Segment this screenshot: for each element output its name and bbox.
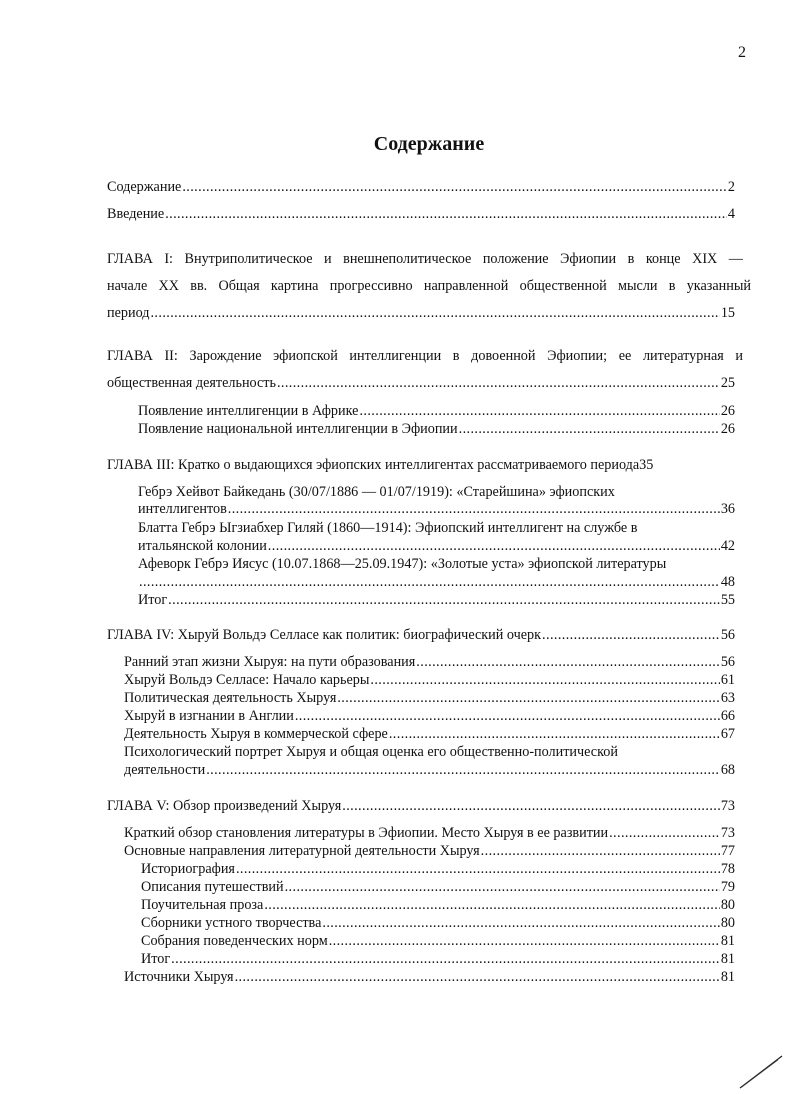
- leader-dots: [182, 179, 727, 196]
- toc-entry-page: 42: [720, 538, 735, 554]
- toc-entry-label: ГЛАВА III: Кратко о выдающихся эфиопских интеллигентах рассматриваемого периода: [107, 457, 640, 473]
- leader-dots: [139, 574, 720, 591]
- section-3-2-line-1: Блатта Гебрэ Ыгзиабхер Гиляй (1860—1914): Эфиопский интеллигент на службе в: [138, 520, 638, 536]
- toc-entry-section-4-3[interactable]: [124, 690, 735, 707]
- toc-entry-label: Политическая деятельность Хыруя: [124, 690, 337, 706]
- toc-entry-label: Описания путешествий: [141, 879, 284, 895]
- leader-dots: [228, 501, 720, 518]
- toc-entry-label: Содержание: [107, 179, 182, 195]
- leader-dots: [150, 305, 719, 322]
- section-4-6-line-1: Психологический портрет Хыруя и общая оценка его общественно-политической: [124, 744, 618, 760]
- leader-dots: [165, 206, 727, 223]
- toc-entry-label: Собрания поведенческих норм: [141, 933, 328, 949]
- toc-entry-label: Хыруй в изгнании в Англии: [124, 708, 294, 724]
- toc-entry-section-5-1[interactable]: [124, 825, 735, 842]
- toc-entry-section-5-2-6[interactable]: [141, 951, 735, 968]
- toc-entry-label: Появление национальной интеллигенции в Эфиопии: [138, 421, 458, 437]
- toc-entry-section-2-2[interactable]: [138, 421, 735, 438]
- toc-entry-page: 81: [720, 951, 735, 967]
- toc-entry-label: Итог: [141, 951, 171, 967]
- toc-entry-label: Источники Хыруя: [124, 969, 234, 985]
- toc-entry-section-5-2[interactable]: [124, 843, 735, 860]
- toc-entry-section-2-1[interactable]: [138, 403, 735, 420]
- toc-entry-section-4-5[interactable]: [124, 726, 735, 743]
- toc-entry-label: Основные направления литературной деятельности Хыруя: [124, 843, 480, 859]
- toc-entry-page: 26: [720, 403, 735, 419]
- toc-entry-chapter-1[interactable]: [107, 305, 735, 322]
- leader-dots: [236, 861, 720, 878]
- pen-stroke-mark: [738, 1054, 784, 1090]
- toc-entry-page: 56: [720, 627, 735, 643]
- toc-entry-section-4-1[interactable]: [124, 654, 735, 671]
- toc-title: Содержание: [373, 133, 485, 155]
- leader-dots: [389, 726, 720, 743]
- toc-entry-label: Деятельность Хыруя в коммерческой сфере: [124, 726, 388, 742]
- toc-entry-page: 2: [727, 179, 735, 195]
- toc-entry-introduction[interactable]: [107, 206, 735, 223]
- leader-dots: [264, 897, 720, 914]
- chapter-1-line-2: начале XX вв. Общая картина прогрессивно направленной общественной мысли в указанный: [107, 278, 751, 294]
- toc-entry-page: 67: [720, 726, 735, 742]
- leader-dots: [168, 592, 720, 609]
- leader-dots: [481, 843, 720, 860]
- chapter-1-line-1: ГЛАВА I: Внутриполитическое и внешнеполитическое положение Эфиопии в конце XIX —: [107, 251, 743, 267]
- page-number: 2: [738, 44, 746, 61]
- toc-entry-section-3-4[interactable]: [138, 592, 735, 609]
- toc-entry-chapter-4[interactable]: [107, 627, 735, 644]
- leader-dots: [171, 951, 720, 968]
- toc-entry-label: период: [107, 305, 150, 321]
- leader-dots: [285, 879, 720, 896]
- leader-dots: [206, 762, 720, 779]
- toc-entry-label: Историография: [141, 861, 235, 877]
- leader-dots: [322, 915, 719, 932]
- leader-dots: [277, 375, 720, 392]
- toc-entry-page: 68: [720, 762, 735, 778]
- toc-entry-page: 55: [720, 592, 735, 608]
- toc-entry-section-5-2-4[interactable]: [141, 915, 735, 932]
- toc-entry-page: 66: [720, 708, 735, 724]
- toc-entry-page: 80: [720, 897, 735, 913]
- toc-entry-page: 26: [720, 421, 735, 437]
- toc-entry-label: Введение: [107, 206, 165, 222]
- toc-entry-page: 36: [720, 501, 735, 517]
- toc-entry-section-4-2[interactable]: [124, 672, 735, 689]
- leader-dots: [542, 627, 720, 644]
- toc-entry-page: 56: [720, 654, 735, 670]
- toc-entry-section-5-2-1[interactable]: [141, 861, 735, 878]
- toc-entry-label: Сборники устного творчества: [141, 915, 322, 931]
- toc-entry-section-3-2[interactable]: [138, 538, 735, 555]
- toc-entry-label: ГЛАВА IV: Хыруй Вольдэ Селласе как политик: биографический очерк: [107, 627, 542, 643]
- toc-entry-contents[interactable]: [107, 179, 735, 196]
- toc-entry-page: 35: [639, 457, 654, 473]
- leader-dots: [359, 403, 719, 420]
- chapter-2-line-1: ГЛАВА II: Зарождение эфиопской интеллигенции в довоенной Эфиопии; ее литературная и: [107, 348, 743, 364]
- toc-entry-section-5-2-2[interactable]: [141, 879, 735, 896]
- toc-entry-label: Итог: [138, 592, 168, 608]
- toc-entry-label: Поучительная проза: [141, 897, 264, 913]
- toc-entry-label: интеллигентов: [138, 501, 227, 517]
- toc-entry-page: 80: [720, 915, 735, 931]
- toc-entry-page: 73: [720, 825, 735, 841]
- toc-entry-page: 81: [720, 933, 735, 949]
- leader-dots: [337, 690, 719, 707]
- leader-dots: [609, 825, 720, 842]
- toc-entry-section-3-3[interactable]: [138, 574, 735, 591]
- toc-entry-label: Краткий обзор становления литературы в Эфиопии. Место Хыруя в ее развитии: [124, 825, 609, 841]
- leader-dots: [416, 654, 720, 671]
- toc-entry-chapter-2[interactable]: [107, 375, 735, 392]
- toc-entry-page: 78: [720, 861, 735, 877]
- toc-entry-section-4-6[interactable]: [124, 762, 735, 779]
- leader-dots: [235, 969, 720, 986]
- leader-dots: [295, 708, 720, 725]
- toc-entry-label: общественная деятельность: [107, 375, 276, 391]
- toc-entry-section-5-2-5[interactable]: [141, 933, 735, 950]
- section-3-1-line-1: Гебрэ Хейвот Байкедань (30/07/1886 — 01/07/1919): «Старейшина» эфиопских: [138, 484, 615, 500]
- toc-entry-page: 63: [720, 690, 735, 706]
- toc-entry-chapter-3[interactable]: [107, 457, 735, 474]
- toc-entry-page: 48: [720, 574, 735, 590]
- toc-entry-label: Появление интеллигенции в Африке: [138, 403, 359, 419]
- toc-entry-label: деятельности: [124, 762, 206, 778]
- toc-entry-label: Ранний этап жизни Хыруя: на пути образования: [124, 654, 416, 670]
- toc-entry-section-4-4[interactable]: [124, 708, 735, 725]
- leader-dots: [459, 421, 720, 438]
- toc-entry-section-5-2-3[interactable]: [141, 897, 735, 914]
- toc-entry-page: 77: [720, 843, 735, 859]
- toc-entry-label: ГЛАВА V: Обзор произведений Хыруя: [107, 798, 342, 814]
- leader-dots: [342, 798, 720, 815]
- toc-entry-page: 25: [720, 375, 735, 391]
- leader-dots: [329, 933, 720, 950]
- section-3-3-line-1: Афеворк Гебрэ Иясус (10.07.1868—25.09.1947): «Золотые уста» эфиопской литературы: [138, 556, 667, 572]
- toc-entry-page: 4: [727, 206, 735, 222]
- toc-entry-chapter-5[interactable]: [107, 798, 735, 815]
- toc-entry-section-3-1[interactable]: [138, 501, 735, 518]
- toc-entry-page: 15: [720, 305, 735, 321]
- toc-entry-label: Хыруй Вольдэ Селласе: Начало карьеры: [124, 672, 370, 688]
- toc-entry-page: 73: [720, 798, 735, 814]
- toc-entry-page: 81: [720, 969, 735, 985]
- toc-entry-label: итальянской колонии: [138, 538, 267, 554]
- toc-entry-page: 61: [720, 672, 735, 688]
- toc-entry-section-5-3[interactable]: [124, 969, 735, 986]
- leader-dots: [268, 538, 720, 555]
- leader-dots: [370, 672, 719, 689]
- toc-entry-page: 79: [720, 879, 735, 895]
